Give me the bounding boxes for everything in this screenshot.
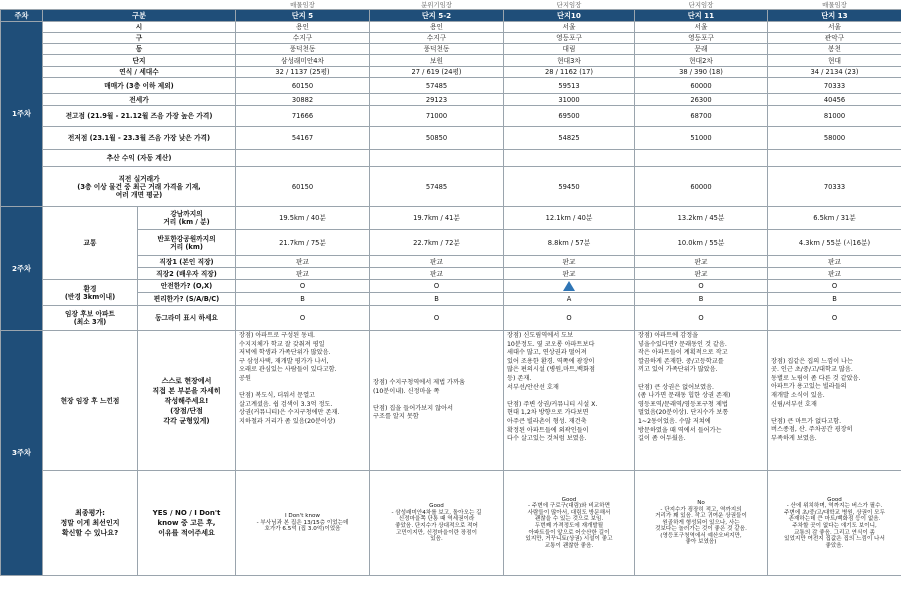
table-cell[interactable]: 60000 [635,167,768,207]
verdict-reason: - 단지수가 굉장히 적고, 역까지의 거리가 꽤 있음. 작고 귀여운 상권들이 원골하게 형성되어 있으나, 사는 것보다는 놀러가는 것이 좋은 것 같음. (영등포구청역에서 예산오버지만, 좋아 보였음) [655,506,747,546]
verdict: Good [561,496,577,503]
week-header: 주차 [1,10,43,22]
final-eval-label: 최종평가: 정말 이게 최선인지 확신할 수 있나요? [43,471,138,576]
table-cell[interactable]: 판교 [236,256,370,268]
final-eval-cell[interactable] [635,471,768,576]
table-cell[interactable]: O [504,306,635,331]
table-cell[interactable]: 판교 [635,268,768,280]
row-label-sale-price: 매매가 (3층 이하 제외) [43,78,236,94]
final-eval-cell[interactable] [504,471,635,576]
table-cell[interactable]: 판교 [236,268,370,280]
verdict: I Don't know [285,513,320,520]
transport-label: 교통 [43,207,138,280]
table-cell[interactable]: A [504,293,635,306]
table-cell[interactable]: 21.7km / 75분 [236,230,370,256]
table-cell[interactable]: 용인 [236,22,370,33]
week1-label: 1주차 [1,22,43,207]
table-cell[interactable]: 현대 [768,55,901,67]
row-label-age-units: 연식 / 세대수 [43,67,236,78]
table-cell[interactable]: 71000 [370,106,504,127]
final-eval-cell[interactable] [370,471,504,576]
table-cell[interactable]: 풍덕천동 [370,44,504,55]
table-cell[interactable]: O [635,280,768,293]
row-label-previous-low: 전저점 (23.1월 - 23.3월 즈음 가장 낮은 가격) [43,127,236,150]
table-cell[interactable]: 60000 [635,78,768,94]
candidate-label: 임장 후보 아파트 (최소 3개) [43,306,138,331]
table-cell[interactable]: 60150 [236,78,370,94]
table-cell[interactable]: 68700 [635,106,768,127]
table-cell[interactable]: 6.5km / 31분 [768,207,901,230]
table-cell[interactable]: 문래 [635,44,768,55]
table-cell[interactable]: 4.3km / 55분 (시16분) [768,230,901,256]
table-cell[interactable]: 57485 [370,78,504,94]
final-eval-cell[interactable] [236,471,370,576]
triangle-icon [563,281,575,291]
table-cell[interactable]: 판교 [370,268,504,280]
table-cell[interactable] [236,150,370,167]
feel-note[interactable]: 장점) 수지구청역에서 제법 가까움 (10분이내). 신정마을 쪽 단점) 집을 들어가보지 않아서 구조를 알지 못함 [370,331,504,471]
table-cell[interactable]: 판교 [504,256,635,268]
week3-label: 3주차 [1,331,43,576]
table-cell[interactable]: B [768,293,901,306]
final-eval-instruction: YES / NO / I Don't know 중 고른 후, 이유를 적어주세요 [138,471,236,576]
row-label-circle-mark: 동그라미 표시 하세요 [138,306,236,331]
status-label: 매물임장 [290,0,315,9]
row-label-convenience: 편리한가? (S/A/B/C) [138,293,236,306]
table-cell[interactable] [370,150,504,167]
row-label-city: 시 [43,22,236,33]
table-cell[interactable]: 판교 [768,256,901,268]
verdict-reason: - 부사님과 본 집은 13/15층 이었는데 호가가 6.5억 (집 3.0억)이었음 [256,519,349,533]
table-cell[interactable]: 현대3차 [504,55,635,67]
status-label: 분위기임장 [421,0,452,9]
feel-note[interactable]: 장점) 아파트에 감정을 넣을수있다면? 문래동인 것 같음. 작은 아파트들이 계획적으로 작고 깔끔하게 존재한. 중/고등학교를 끼고 있어 가족단위가 많았음. 단점) 큰 상권은 없어보였음. (좀 나가면 문래동 힙한 상권 존재) 영등포역/문래역/영등포구청 제법 멀었음(20분이상). 단지수가 보통 1~2동이었음. 수많 저쳐에 방문하였을 때 역에서 들어가는 길이 좀 어두웠음. [635,331,768,471]
table-cell[interactable] [504,280,635,293]
row-label-safety: 안전한가? (O,X) [138,280,236,293]
table-cell[interactable]: 보원 [370,55,504,67]
table-cell[interactable]: 54167 [236,127,370,150]
table-cell[interactable]: O [768,306,901,331]
row-label-dong: 동 [43,44,236,55]
table-cell[interactable]: 12.1km / 40분 [504,207,635,230]
table-cell[interactable]: 59513 [504,78,635,94]
table-cell[interactable]: O [236,306,370,331]
table-cell[interactable]: 70333 [768,78,901,94]
category-header: 구분 [43,10,236,22]
row-label-gu: 구 [43,33,236,44]
table-cell[interactable]: 38 / 390 (18) [635,67,768,78]
table-cell[interactable]: 69500 [504,106,635,127]
table-cell[interactable]: 용인 [370,22,504,33]
site-name-header[interactable]: 단지 5-2 [370,10,504,22]
table-cell[interactable]: 50850 [370,127,504,150]
table-cell[interactable]: 32 / 1137 (25평) [236,67,370,78]
table-cell[interactable]: 70333 [768,167,901,207]
row-label-gangnam-distance: 강남까지의 거리 (km / 분) [138,207,236,230]
row-label-workplace2: 직장2 (배우자 직장) [138,268,236,280]
row-label-recent-transaction: 직전 실거래가 (3층 이상 물건 중 최근 거래 가격을 기재, 여러 개면 평균) [43,167,236,207]
site-name-header[interactable]: 단지 13 [768,10,901,22]
table-cell[interactable]: 서울 [768,22,901,33]
week2-label: 2주차 [1,207,43,331]
row-label-jeonse-price: 전세가 [43,94,236,106]
verdict-reason: - 주변에 구로구(대림)와 비교하면 사람들이 많아서, 대림도 방문해서 괜찮을 수 있는 것으로 보임. 두번째 가격정도에 재개발될 아파트들이 앞으로 어슷산한 길이 있지만, 거꾸니토(상권) 시설이 좋고 교통이 괜찮한 좋음. [525,503,613,549]
table-cell[interactable]: 29123 [370,94,504,106]
table-cell[interactable]: 27 / 619 (24평) [370,67,504,78]
table-cell[interactable]: 40456 [768,94,901,106]
site-name-header[interactable]: 단지 5 [236,10,370,22]
table-cell[interactable]: 서울 [635,22,768,33]
table-cell[interactable]: 19.7km / 41분 [370,207,504,230]
table-cell[interactable] [635,150,768,167]
table-cell[interactable]: B [236,293,370,306]
feel-label: 현장 임장 후 느낀점 [43,331,138,471]
table-cell[interactable]: 관악구 [768,33,901,44]
table-cell[interactable]: 8.8km / 57분 [504,230,635,256]
environment-label: 환경 (반경 3km이내) [43,280,138,306]
site-name-header[interactable]: 단지 11 [635,10,768,22]
verdict-reason: - 삼성래미안4차를 보고, 돌아오는 길 신정마을쪽 단통 때 역세권이라 좋았음. 단지수가 상대적으로 적어 고민이지만, 신정마을이란 장점이 있음. [391,509,482,543]
table-cell[interactable]: 삼성래미안4차 [236,55,370,67]
row-label-banpo-distance: 반포한강공원까지의 거리 (km) [138,230,236,256]
table-cell[interactable]: 30882 [236,94,370,106]
feel-note[interactable]: 장점) 신도림역에서 도보 10분정도. 옆 코오롱 아파트보다 세대수 많고, 연상권과 떨어져 있어 조용한 환경. 역쪽에 광장이 많은 편의시설 (병원,마트,백화점 등) 존재. 서부선/안산선 호재 단점) 주변 상권/커뮤니티 시설 X. 현대 1,2차 방향으로 가다보면 아주큰 빌라촌이 형성. 재건축 확정된 아파트들에 외곽인들이 다수 살고있는 것처럼 보였음. [504,331,635,471]
row-label-previous-high: 전고점 (21.9월 - 21.12월 즈음 가장 높은 가격) [43,106,236,127]
table-cell[interactable] [504,150,635,167]
table-cell[interactable]: 22.7km / 72분 [370,230,504,256]
status-label: 매물임장 [822,0,847,9]
table-cell[interactable]: 수지구 [370,33,504,44]
table-cell[interactable]: 판교 [504,268,635,280]
table-cell[interactable] [768,150,901,167]
table-cell[interactable]: 34 / 2134 (23) [768,67,901,78]
verdict-reason: - 산에 위치하며, 역까지는 버스가 필수. 주변에 초/중/고/대학교 병원, 상권이 모두 존재하는데 큰 마트/백화점 등이 없음. 주차할 곳이 없다는 얘기도 보이니, 교통의 감 좋음. 그리고 연식이 좀 있었지만 여전지 집값은 집의 느낌이 나서 좋았음. [783,503,885,549]
table-cell[interactable]: O [635,306,768,331]
feel-note[interactable]: 장점) 아파트로 구성된 동네. 수지지체가 학교 잘 갖춰져 평일 저녁에 학생과 가족단위가 많았음. 구 삼성사택, 재개발 평가가 나서, 오래로 관심있는 사람들이 있다고함. 공원 단점) 복도식, 더워서 문열고 살고계셨음. 쉽 검색이 3.3억 정도. 상권(커뮤니티)은 수지구청에만 존재. 지하철과 거리가 좀 있음(20분이상) [236,331,370,471]
table-cell[interactable]: 60150 [236,167,370,207]
feel-note[interactable]: 장점) 집같은 집의 느낌이 나는 곳. 인근 초/중/고/대학교 많음. 동별로 노림이 좀 다른 것 같았음. 아파트가 용고있는 빌라들의 재개발 소식이 있음. 신림/서부선 호재 단점) 큰 마트가 없다고함. 버스종점, 산. 주차공간 굉장히 부족하게 보였음. [768,331,901,471]
table-cell[interactable]: 영등포구 [635,33,768,44]
site-name-header[interactable]: 단지10 [504,10,635,22]
table-cell[interactable]: 58000 [768,127,901,150]
verdict: Good [827,496,842,503]
verdict: Good [429,503,444,510]
table-cell[interactable]: 26300 [635,94,768,106]
table-cell[interactable]: O [236,280,370,293]
row-label-workplace1: 직장1 (본인 직장) [138,256,236,268]
feel-instruction: 스스로 현장에서 직접 본 부분을 자세히 작성해주세요! (장점/단점 각각 균형있게) [138,331,236,471]
table-cell[interactable]: 71666 [236,106,370,127]
table-cell[interactable]: 현대2차 [635,55,768,67]
table-cell[interactable]: 서울 [504,22,635,33]
table-cell[interactable]: 13.2km / 45분 [635,207,768,230]
table-cell[interactable]: 81000 [768,106,901,127]
table-cell[interactable]: 19.5km / 40분 [236,207,370,230]
table-cell[interactable]: 판교 [768,268,901,280]
table-cell[interactable]: 영등포구 [504,33,635,44]
table-cell[interactable]: 28 / 1162 (17) [504,67,635,78]
table-cell[interactable]: O [768,280,901,293]
table-cell[interactable]: 판교 [635,256,768,268]
table-cell[interactable]: 봉천 [768,44,901,55]
final-eval-cell[interactable] [768,471,901,576]
status-label: 단지임장 [556,0,582,9]
table-cell[interactable]: O [370,280,504,293]
table-cell[interactable]: 59450 [504,167,635,207]
table-cell[interactable]: 31000 [504,94,635,106]
table-cell[interactable]: B [370,293,504,306]
row-label-complex: 단지 [43,55,236,67]
table-cell[interactable]: 풍덕천동 [236,44,370,55]
table-cell[interactable]: 대림 [504,44,635,55]
row-label-estimated-profit: 추산 수익 (자동 계산) [43,150,236,167]
table-cell[interactable]: 54825 [504,127,635,150]
table-cell[interactable]: O [370,306,504,331]
verdict: No [697,499,705,506]
table-cell[interactable]: 판교 [370,256,504,268]
table-cell[interactable]: B [635,293,768,306]
table-cell[interactable]: 수지구 [236,33,370,44]
status-label: 단지임장 [688,0,714,9]
table-cell[interactable]: 57485 [370,167,504,207]
table-cell[interactable]: 10.0km / 55분 [635,230,768,256]
table-cell[interactable]: 51000 [635,127,768,150]
